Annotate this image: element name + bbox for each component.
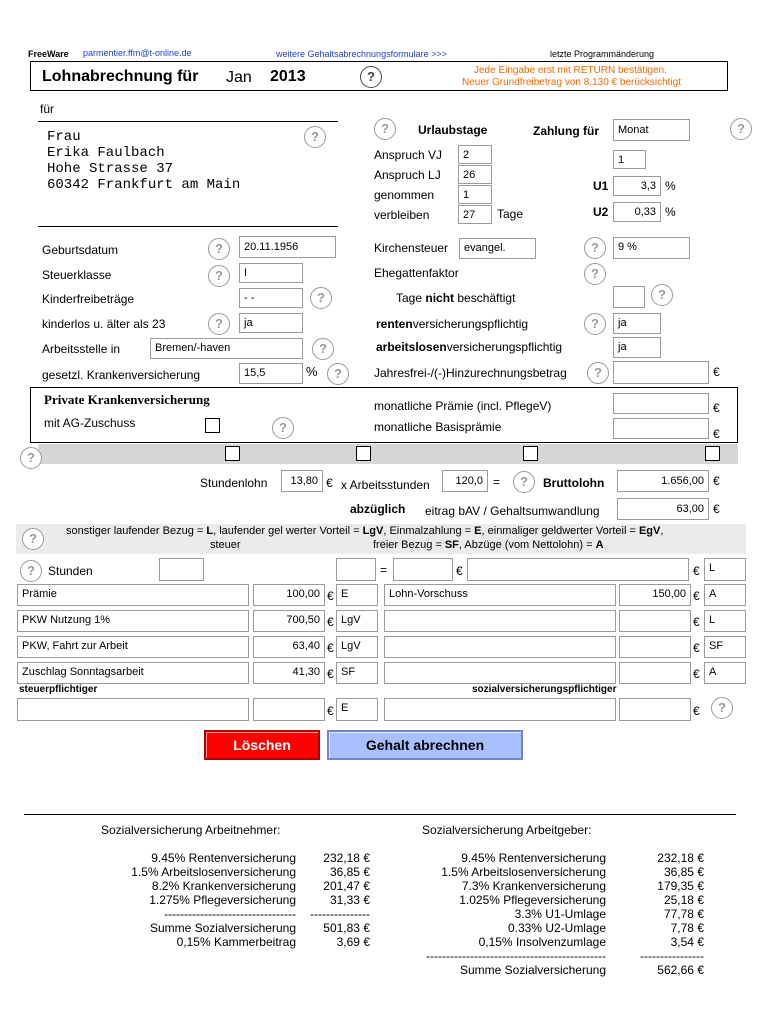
legend-line-2-left: steuer <box>210 539 241 551</box>
table-row <box>410 949 704 963</box>
stunden-equals: = <box>380 563 388 577</box>
u2-percent: % <box>665 205 676 219</box>
sv-value: 201,47 € <box>323 879 370 893</box>
table-row <box>100 907 370 921</box>
stunden-result <box>393 558 453 581</box>
stundenlohn-label: Stundenlohn <box>200 476 268 490</box>
help-icon[interactable]: ? <box>327 363 349 385</box>
steuerpfl-code[interactable]: E <box>336 698 378 721</box>
praemie-input[interactable] <box>613 393 709 414</box>
help-icon[interactable]: ? <box>208 238 230 260</box>
sv-value: 31,33 € <box>329 893 370 907</box>
help-icon[interactable]: ? <box>208 313 230 335</box>
anspruch-vj-input[interactable]: 2 <box>458 145 492 164</box>
right-amount-input[interactable] <box>619 636 691 658</box>
bav-euro: € <box>713 502 720 516</box>
recipient-bottom-line <box>38 226 338 227</box>
left-amount-input[interactable]: 41,30 <box>253 662 325 684</box>
right-name-input[interactable]: Lohn-Vorschuss <box>384 584 616 606</box>
sv-an-table <box>100 851 370 949</box>
genommen-label: genommen <box>374 188 435 202</box>
steuerpfl-amount-input[interactable] <box>253 698 325 721</box>
u1-input[interactable]: 3,3 <box>613 176 661 196</box>
jahresfrei-input[interactable] <box>613 361 709 384</box>
sv-label: 0,15% Insolvenzumlage <box>478 935 606 949</box>
page-title: Lohnabrechnung für <box>42 68 199 85</box>
kinderfreibetraege-label: Kinderfreibeträge <box>42 292 135 306</box>
right-euro: € <box>693 667 700 681</box>
table-row <box>100 879 370 893</box>
table-row <box>410 851 704 865</box>
u2-label: U2 <box>593 205 609 219</box>
sv-divider <box>24 814 736 815</box>
steuerklasse-input[interactable]: I <box>239 263 303 283</box>
help-icon[interactable]: ? <box>584 263 606 285</box>
table-row <box>410 879 704 893</box>
sv-value: 232,18 € <box>657 851 704 865</box>
basisprae-input[interactable] <box>613 418 709 439</box>
geburtsdatum-label: Geburtsdatum <box>42 243 119 257</box>
bruttolohn-euro: € <box>713 474 720 488</box>
notice-return: Jede Eingabe erst mit RETURN bestätigen. <box>474 65 667 76</box>
right-name-input[interactable] <box>384 636 616 658</box>
krankenvers-percent: % <box>306 364 318 379</box>
right-code-input[interactable]: A <box>704 584 746 606</box>
renten-label: rentenversicherungspflichtig <box>376 317 529 331</box>
left-name-input[interactable]: Prämie <box>17 584 249 606</box>
ag-zuschuss-checkbox[interactable] <box>205 418 220 433</box>
help-icon[interactable]: ? <box>22 528 44 550</box>
sv-an-title: Sozialversicherung Arbeitnehmer: <box>101 823 281 837</box>
abzueglich-label: abzüglich <box>350 502 406 516</box>
stunden-rate-input[interactable] <box>336 558 376 581</box>
sv-label: 7.3% Krankenversicherung <box>461 879 606 893</box>
help-icon[interactable]: ? <box>272 417 294 439</box>
table-row <box>100 893 370 907</box>
right-amount-input[interactable] <box>619 662 691 684</box>
help-icon[interactable]: ? <box>711 697 733 719</box>
kinderlos-input[interactable]: ja <box>239 313 303 333</box>
svpfl-name-input[interactable] <box>384 698 616 721</box>
sv-value: 501,83 € <box>323 921 370 935</box>
sv-value: 7,78 € <box>670 921 704 935</box>
help-icon[interactable]: ? <box>312 338 334 360</box>
right-euro: € <box>693 589 700 603</box>
bav-input[interactable]: 63,00 <box>617 498 709 520</box>
tage-label: Tage <box>497 207 524 221</box>
title-month[interactable]: Jan <box>226 69 252 86</box>
right-code-input[interactable]: SF <box>704 636 746 658</box>
sv-value: 3,69 € <box>336 935 370 949</box>
sv-label: --------------------------------------------- <box>426 949 606 963</box>
table-row <box>100 921 370 935</box>
sv-value: 77,78 € <box>663 907 704 921</box>
recipient-top-line <box>38 121 338 122</box>
sv-value: ---------------- <box>640 949 704 963</box>
steuerpfl-euro: € <box>327 704 334 718</box>
more-forms-link[interactable]: weitere Gehaltsabrechnungsformulare >>> <box>276 49 447 59</box>
bav-label: eitrag bAV / Gehaltsumwandlung <box>425 504 600 518</box>
zahlung-label: Zahlung für <box>533 124 599 138</box>
kirchensteuer-select[interactable]: evangel. <box>459 238 536 259</box>
sv-value: --------------- <box>310 907 370 921</box>
genommen-input[interactable]: 1 <box>458 185 492 204</box>
basisprae-label: monatliche Basisprämie <box>374 420 502 434</box>
sv-value: 232,18 € <box>323 851 370 865</box>
sv-ag-table <box>410 851 704 977</box>
left-euro: € <box>327 667 334 681</box>
table-row <box>100 865 370 879</box>
stundenlohn-euro: € <box>326 476 333 490</box>
sv-value: 36,85 € <box>663 865 704 879</box>
right-code-input[interactable]: A <box>704 662 746 684</box>
left-code-input[interactable]: SF <box>336 662 378 684</box>
verbleiben-value: 27 <box>458 205 492 224</box>
right-amount-input[interactable]: 150,00 <box>619 584 691 606</box>
help-icon[interactable]: ? <box>310 287 332 309</box>
legend-line-2: freier Bezug = SF, Abzüge (vom Nettolohn) = A <box>373 539 604 551</box>
svpflichtiger-label: sozialversicherungspflichtiger <box>472 684 617 695</box>
kirchensteuer-pct[interactable]: 9 % <box>613 237 690 259</box>
sv-value: 179,35 € <box>657 879 704 893</box>
recipient-line-4[interactable]: 60342 Frankfurt am Main <box>47 177 241 193</box>
svpfl-euro: € <box>693 704 700 718</box>
stunden-name-input[interactable] <box>467 558 689 581</box>
left-name-input[interactable]: Zuschlag Sonntagsarbeit <box>17 662 249 684</box>
right-name-input[interactable] <box>384 610 616 632</box>
tage-nicht-input[interactable] <box>613 286 645 308</box>
help-icon[interactable]: ? <box>20 560 42 582</box>
stundenlohn-input[interactable]: 13,80 <box>281 470 323 492</box>
gray-band <box>38 444 738 464</box>
stunden-euro: € <box>456 564 463 578</box>
help-icon[interactable]: ? <box>360 66 382 88</box>
recipient-line-3[interactable]: Hohe Strasse 37 <box>47 161 174 177</box>
sv-label: 1.025% Pflegeversicherung <box>459 893 606 907</box>
praemie-euro: € <box>713 401 720 415</box>
stunden-input[interactable] <box>159 558 204 581</box>
arbeitsstunden-input[interactable]: 120,0 <box>442 470 488 492</box>
table-row <box>410 865 704 879</box>
title-year[interactable]: 2013 <box>270 68 306 85</box>
ag-zuschuss-label: mit AG-Zuschuss <box>44 416 136 430</box>
u1-label: U1 <box>593 179 609 193</box>
right-code-input[interactable]: L <box>704 610 746 632</box>
u2-input[interactable]: 0,33 <box>613 202 661 222</box>
sv-value: 36,85 € <box>329 865 370 879</box>
steuerklasse-label: Steuerklasse <box>42 268 112 282</box>
basisprae-euro: € <box>713 427 720 441</box>
urlaub-title: Urlaubstage <box>418 123 488 137</box>
sv-value: 562,66 € <box>657 963 704 977</box>
left-amount-input[interactable]: 63,40 <box>253 636 325 658</box>
option-checkbox-1[interactable] <box>225 446 240 461</box>
left-code-input[interactable]: LgV <box>336 610 378 632</box>
last-change-label: letzte Programmänderung <box>550 49 655 59</box>
table-row <box>410 921 704 935</box>
praemie-label: monatliche Prämie (incl. PflegeV) <box>374 399 552 413</box>
fuer-label: für <box>40 102 55 116</box>
left-code-input[interactable]: LgV <box>336 636 378 658</box>
left-amount-input[interactable]: 700,50 <box>253 610 325 632</box>
verbleiben-label: verbleiben <box>374 208 430 222</box>
stunden-code[interactable]: L <box>704 558 746 581</box>
table-row <box>410 935 704 949</box>
left-code-input[interactable]: E <box>336 584 378 606</box>
freeware-label: FreeWare <box>28 49 69 59</box>
steuerpfl-name-input[interactable] <box>17 698 249 721</box>
sv-label: 9.45% Rentenversicherung <box>461 851 606 865</box>
pkv-title: Private Krankenversicherung <box>44 392 210 407</box>
sv-value: 25,18 € <box>663 893 704 907</box>
arbeitsstelle-label: Arbeitsstelle in <box>42 342 121 356</box>
geburtsdatum-input[interactable]: 20.11.1956 <box>239 236 336 258</box>
sv-label: 1.275% Pflegeversicherung <box>149 893 296 907</box>
table-row <box>410 963 704 977</box>
table-row <box>410 893 704 907</box>
kinderlos-label: kinderlos u. älter als 23 <box>42 317 166 331</box>
svpfl-amount-input[interactable] <box>619 698 691 721</box>
bruttolohn-label: Bruttolohn <box>543 476 605 490</box>
help-icon[interactable]: ? <box>304 126 326 148</box>
option-checkbox-4[interactable] <box>705 446 720 461</box>
left-euro: € <box>327 615 334 629</box>
help-icon[interactable]: ? <box>584 237 606 259</box>
ehegattenfaktor-label: Ehegattenfaktor <box>374 266 459 280</box>
kirchensteuer-label: Kirchensteuer <box>374 241 449 255</box>
tage-nicht-label: Tage nicht beschäftigt <box>396 291 516 305</box>
gehalt-abrechnen-button[interactable]: Gehalt abrechnen <box>327 730 523 760</box>
recipient-line-2[interactable]: Erika Faulbach <box>47 145 165 161</box>
alv-input[interactable]: ja <box>613 337 661 358</box>
table-row <box>100 935 370 949</box>
author-email-link[interactable]: parmentier.ffm@t-online.de <box>83 48 192 58</box>
left-euro: € <box>327 589 334 603</box>
right-euro: € <box>693 615 700 629</box>
sv-label: Summe Sozialversicherung <box>459 963 606 977</box>
sv-label: 0,15% Kammerbeitrag <box>176 935 296 949</box>
sv-label: 1.5% Arbeitslosenversicherung <box>441 865 606 879</box>
sv-label: 1.5% Arbeitslosenversicherung <box>131 865 296 879</box>
help-icon[interactable]: ? <box>587 362 609 384</box>
right-amount-input[interactable] <box>619 610 691 632</box>
jahresfrei-label: Jahresfrei-/(-)Hinzurechnungsbetrag <box>374 366 567 380</box>
table-row <box>410 907 704 921</box>
notice-grundfreibetrag: Neuer Grundfreibetrag von 8.130 € berücksichtigt <box>462 77 682 88</box>
krankenvers-label: gesetzl. Krankenversicherung <box>42 368 201 382</box>
loeschen-button[interactable]: Löschen <box>204 730 320 760</box>
equals-sign: = <box>493 475 501 489</box>
jahresfrei-euro: € <box>713 365 720 379</box>
sv-label: 9.45% Rentenversicherung <box>151 851 296 865</box>
sv-value: 3,54 € <box>670 935 704 949</box>
zahlung-count-input[interactable]: 1 <box>613 150 646 169</box>
alv-label: arbeitslosenversicherungspflichtig <box>376 340 563 354</box>
stunden-euro-2: € <box>693 564 700 578</box>
help-icon[interactable]: ? <box>513 471 535 493</box>
recipient-line-1[interactable]: Frau <box>47 129 81 145</box>
table-row <box>100 851 370 865</box>
arbeitsstunden-label: x Arbeitsstunden <box>341 478 430 492</box>
right-name-input[interactable] <box>384 662 616 684</box>
help-icon[interactable]: ? <box>208 265 230 287</box>
anspruch-vj-label: Anspruch VJ <box>374 148 443 162</box>
sv-ag-title: Sozialversicherung Arbeitgeber: <box>422 823 592 837</box>
left-name-input[interactable]: PKW Nutzung 1% <box>17 610 249 632</box>
left-amount-input[interactable]: 100,00 <box>253 584 325 606</box>
steuerpflichtiger-label: steuerpflichtiger <box>19 684 98 695</box>
renten-input[interactable]: ja <box>613 313 661 334</box>
option-checkbox-3[interactable] <box>523 446 538 461</box>
help-icon[interactable]: ? <box>730 118 752 140</box>
zahlung-select[interactable]: Monat <box>613 119 690 141</box>
help-icon[interactable]: ? <box>651 284 673 306</box>
u1-percent: % <box>665 179 676 193</box>
sv-label: 0.33% U2-Umlage <box>507 921 606 935</box>
bruttolohn-value: 1.656,00 <box>617 470 709 492</box>
legend-line-1: sonstiger laufender Bezug = L, laufender gel werter Vorteil = LgV, Einmalzahlung = E, einmaliger geldwerter Vorteil = EgV, <box>66 525 664 537</box>
right-euro: € <box>693 641 700 655</box>
krankenvers-input[interactable]: 15,5 <box>239 363 303 384</box>
anspruch-lj-label: Anspruch LJ <box>374 168 441 182</box>
left-euro: € <box>327 641 334 655</box>
sv-label: --------------------------------- <box>164 907 296 921</box>
left-name-input[interactable]: PKW, Fahrt zur Arbeit <box>17 636 249 658</box>
sv-label: 8.2% Krankenversicherung <box>151 879 296 893</box>
kinderfreibetraege-input[interactable]: - - <box>239 288 303 308</box>
stunden-label: Stunden <box>48 564 93 578</box>
help-icon[interactable]: ? <box>584 313 606 335</box>
sv-label: 3.3% U1-Umlage <box>514 907 606 921</box>
option-checkbox-2[interactable] <box>356 446 371 461</box>
arbeitsstelle-select[interactable]: Bremen/-haven <box>150 338 303 359</box>
anspruch-lj-input[interactable]: 26 <box>458 165 492 184</box>
sv-label: Summe Sozialversicherung <box>149 921 296 935</box>
help-icon[interactable]: ? <box>20 447 42 469</box>
help-icon[interactable]: ? <box>374 118 396 140</box>
